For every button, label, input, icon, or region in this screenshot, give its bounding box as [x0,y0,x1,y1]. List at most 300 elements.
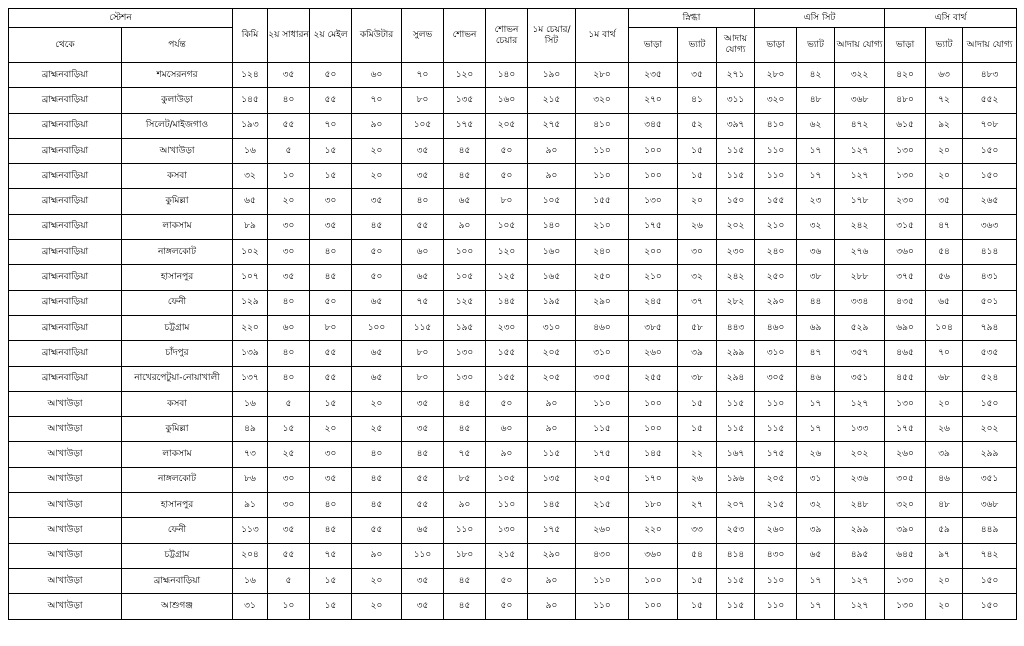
fare-cell: ৪৫ [352,467,402,492]
fare-cell: ৪৫৫ [885,366,926,391]
ac-berth-vat-header: ভ্যাট [926,28,963,63]
fare-cell: ২০৫ [486,113,528,138]
fare-cell: ২৬০ [885,442,926,467]
fare-cell: ২৪২ [717,265,755,290]
fare-cell: ৩১ [797,467,835,492]
fare-cell: ৪৫ [352,214,402,239]
fare-cell: ৪০ [268,341,310,366]
to-station-cell: লাকসাম [122,214,233,239]
fare-cell: ১২৭ [835,594,885,619]
fare-cell: ১০৫ [486,467,528,492]
fare-cell: ২০ [926,568,963,593]
snigdha-fare-header: ভাড়া [629,28,678,63]
fare-cell: ৬০ [268,315,310,340]
from-station-cell: আখাউড়া [9,594,122,619]
fare-cell: ১৯৫ [444,315,486,340]
km-cell: ৩২ [233,164,268,189]
table-row [9,543,1017,568]
fare-cell: ১১০ [576,138,629,163]
fare-cell: ৭৪২ [963,543,1017,568]
fare-cell: ১৩০ [885,391,926,416]
fare-cell: ১১০ [576,164,629,189]
table-row [9,138,1017,163]
fare-cell: ৫৫ [402,214,444,239]
fare-cell: ৫৫ [352,518,402,543]
fare-cell: ৫০ [486,594,528,619]
table-row [9,493,1017,518]
fare-cell: ৬৫ [352,366,402,391]
ac-seat-vat-header: ভ্যাট [797,28,835,63]
fare-cell: ১৪৫ [629,442,678,467]
fare-cell: ৬০ [352,63,402,88]
fare-cell: ৪৫ [402,442,444,467]
fare-cell: ৪০ [402,189,444,214]
fare-cell: ৩০ [268,240,310,265]
fare-cell: ২০ [352,138,402,163]
fare-cell: ১৫ [678,417,717,442]
fare-cell: ৩৮৫ [629,315,678,340]
fare-cell: ১৮০ [629,493,678,518]
fare-cell: ১০০ [629,417,678,442]
to-station-cell: লাকসাম [122,442,233,467]
from-station-cell: আখাউড়া [9,467,122,492]
fare-cell: ২৩ [797,189,835,214]
fare-cell: ১৫০ [963,568,1017,593]
fare-cell: ৩৫ [310,214,352,239]
fare-cell: ৩৫ [402,594,444,619]
fare-cell: ৫০ [352,265,402,290]
fare-cell: ৩১৫ [885,214,926,239]
commuter-header: কমিউটার [352,9,402,63]
fare-cell: ১৫০ [963,164,1017,189]
fare-cell: ২১০ [576,214,629,239]
km-cell: ১৩৯ [233,341,268,366]
fare-cell: ২৫৫ [629,366,678,391]
fare-cell: ৩৫ [268,265,310,290]
fare-cell: ২৪৫ [629,290,678,315]
fare-cell: ৩৪৫ [629,113,678,138]
fare-cell: ৭০ [926,341,963,366]
fare-cell: ৪০ [268,366,310,391]
fare-cell: ৩৯৭ [717,113,755,138]
fare-cell: ১০৫ [528,189,576,214]
fare-cell: ১৭৫ [885,417,926,442]
from-station-cell: ব্রাহ্মনবাড়িয়া [9,164,122,189]
km-cell: ১৬ [233,568,268,593]
fare-cell: ৯০ [444,493,486,518]
fare-cell: ৫৫ [310,366,352,391]
fare-cell: ২০ [926,164,963,189]
fare-cell: ১৪৫ [486,290,528,315]
fare-cell: ৬৩ [926,63,963,88]
fare-cell: ৩২২ [835,63,885,88]
fare-cell: ৩২০ [755,88,797,113]
fare-cell: ২০২ [835,442,885,467]
fare-cell: ২৬০ [576,518,629,543]
fare-cell: ৬৫ [797,543,835,568]
shovon-header: শোভন [444,9,486,63]
snigdha-header: স্নিগ্ধা [629,9,755,28]
fare-cell: ১৩০ [444,366,486,391]
fare-cell: ৪৫ [310,518,352,543]
fare-cell: ৪৫ [352,493,402,518]
fare-cell: ১৩৫ [528,467,576,492]
fare-cell: ৫৫ [310,341,352,366]
fare-cell: ৪৪৩ [717,315,755,340]
table-row [9,417,1017,442]
fare-cell: ২০ [352,164,402,189]
fare-cell: ৩০৫ [576,366,629,391]
fare-cell: ১০ [268,164,310,189]
fare-cell: ৭২ [926,88,963,113]
from-station-cell: ব্রাহ্মনবাড়িয়া [9,138,122,163]
fare-cell: ৩৬০ [885,240,926,265]
table-row [9,88,1017,113]
fare-cell: ৬০ [486,417,528,442]
first-chair-header: ১ম চেয়ার/ সিট [528,9,576,63]
fare-cell: ৩৫ [678,63,717,88]
fare-table [8,8,1017,620]
fare-cell: ১৪০ [486,63,528,88]
fare-cell: ২৯০ [528,543,576,568]
fare-cell: ১৫৫ [755,189,797,214]
fare-cell: ৫৫ [402,493,444,518]
km-cell: ৭৩ [233,442,268,467]
table-row [9,265,1017,290]
fare-cell: ৩৮ [797,265,835,290]
table-row [9,290,1017,315]
station-header: স্টেশন [9,9,233,28]
fare-cell: ৯০ [352,543,402,568]
fare-cell: ১৩০ [885,164,926,189]
fare-cell: ৪৭ [926,214,963,239]
fare-cell: ১৭৫ [444,113,486,138]
fare-cell: ৭০ [310,113,352,138]
fare-cell: ৪০ [268,88,310,113]
from-station-cell: ব্রাহ্মনবাড়িয়া [9,366,122,391]
km-cell: ১৩৭ [233,366,268,391]
fare-cell: ১৭৫ [629,214,678,239]
fare-cell: ১৩০ [885,138,926,163]
fare-cell: ৪৩৫ [885,290,926,315]
snigdha-vat-header: ভ্যাট [678,28,717,63]
to-station-cell: নাখেরপেটুয়া-নোয়াখালী [122,366,233,391]
fare-cell: ৩২ [797,214,835,239]
table-row [9,442,1017,467]
fare-cell: ১৭৫ [755,442,797,467]
fare-cell: ২৫৩ [717,518,755,543]
fare-cell: ২৭০ [629,88,678,113]
fare-cell: ৫০১ [963,290,1017,315]
to-station-cell: ফেনী [122,290,233,315]
fare-cell: ৩৬৮ [835,88,885,113]
fare-cell: ৩৯ [797,518,835,543]
fare-cell: ১৭ [797,138,835,163]
fare-cell: ১১০ [444,518,486,543]
fare-cell: ১৮০ [444,543,486,568]
fare-cell: ২৭৫ [528,113,576,138]
fare-cell: ১২৫ [486,265,528,290]
table-row [9,467,1017,492]
fare-cell: ৪৬৫ [885,341,926,366]
fare-cell: ৩৫১ [835,366,885,391]
fare-cell: ৪০ [310,240,352,265]
fare-cell: ৬৫ [402,518,444,543]
fare-cell: ১৩৩ [835,417,885,442]
km-cell: ১৬ [233,138,268,163]
fare-cell: ৪৩০ [576,543,629,568]
fare-cell: ৬৫ [352,341,402,366]
ac-seat-payable-header: আদায় যোগ্য [835,28,885,63]
from-station-cell: ব্রাহ্মনবাড়িয়া [9,189,122,214]
from-station-cell: আখাউড়া [9,543,122,568]
fare-cell: ৬৮ [926,366,963,391]
fare-cell: ৩০ [310,189,352,214]
fare-cell: ৩৫ [268,518,310,543]
fare-cell: ৫০ [310,290,352,315]
first-berth-header: ১ম বার্থ [576,9,629,63]
fare-cell: ৩০ [268,214,310,239]
fare-cell: ১১০ [755,164,797,189]
fare-cell: ৩৯০ [885,518,926,543]
fare-cell: ১৪৫ [528,493,576,518]
km-cell: ১০৭ [233,265,268,290]
from-station-cell: ব্রাহ্মনবাড়িয়া [9,265,122,290]
fare-cell: ২২০ [629,518,678,543]
table-row [9,366,1017,391]
fare-cell: ১০০ [444,240,486,265]
fare-cell: ১১০ [755,138,797,163]
from-station-cell: ব্রাহ্মনবাড়িয়া [9,88,122,113]
fare-cell: ২০ [352,568,402,593]
fare-cell: ৯০ [528,138,576,163]
from-station-cell: আখাউড়া [9,417,122,442]
fare-cell: ২১৫ [755,493,797,518]
fare-cell: ৪৫ [444,594,486,619]
fare-cell: ১২০ [486,240,528,265]
fare-cell: ৪৩১ [963,265,1017,290]
fare-cell: ৯০ [528,594,576,619]
fare-cell: ৭৫ [310,543,352,568]
fare-cell: ৫ [268,391,310,416]
fare-cell: ২০৫ [755,467,797,492]
fare-cell: ৯০ [528,164,576,189]
fare-cell: ৩০ [310,442,352,467]
fare-cell: ৩৬৮ [963,493,1017,518]
fare-cell: ৫২৯ [835,315,885,340]
fare-cell: ৫৫ [268,543,310,568]
fare-cell: ২০০ [629,240,678,265]
fare-cell: ৮০ [402,88,444,113]
fare-cell: ২৫০ [755,265,797,290]
table-body [9,63,1017,620]
fare-cell: ৬৫ [352,290,402,315]
fare-cell: ৯০ [352,113,402,138]
fare-cell: ৩৯ [926,442,963,467]
fare-cell: ১৫০ [963,138,1017,163]
fare-cell: ১০০ [629,138,678,163]
fare-cell: ১৫ [678,138,717,163]
table-row [9,240,1017,265]
fare-cell: ১৩০ [885,594,926,619]
fare-cell: ২৭১ [717,63,755,88]
fare-cell: ৫০ [310,63,352,88]
fare-cell: ১৫ [678,594,717,619]
fare-cell: ৪৬ [926,467,963,492]
fare-cell: ২৬০ [629,341,678,366]
fare-cell: ৩৫ [402,164,444,189]
fare-cell: ৪৫ [444,391,486,416]
fare-cell: ৯০ [444,214,486,239]
fare-cell: ৮০ [402,341,444,366]
fare-cell: ১২০ [444,63,486,88]
fare-cell: ১৩০ [444,341,486,366]
to-station-cell: চট্টগ্রাম [122,543,233,568]
fare-cell: ১৫ [310,594,352,619]
fare-cell: ৬৪৫ [885,543,926,568]
fare-cell: ১১০ [402,543,444,568]
fare-cell: ১১৫ [717,164,755,189]
fare-cell: ৩১১ [717,88,755,113]
fare-cell: ১৭৫ [576,442,629,467]
to-station-cell: আখাউড়া [122,138,233,163]
fare-cell: ২০ [352,391,402,416]
fare-cell: ১৬৭ [717,442,755,467]
fare-cell: ১১৫ [755,417,797,442]
fare-cell: ৫৮ [678,315,717,340]
table-row [9,214,1017,239]
from-header: থেকে [9,28,122,63]
fare-cell: ৩২০ [576,88,629,113]
fare-cell: ২৮২ [717,290,755,315]
fare-cell: ৫২ [678,113,717,138]
fare-cell: ৩৫ [402,417,444,442]
fare-cell: ৪৯৫ [835,543,885,568]
fare-cell: ২৬৫ [963,189,1017,214]
fare-cell: ৩৩ [678,518,717,543]
to-station-cell: কুলাউড়া [122,88,233,113]
fare-cell: ৪৬ [797,366,835,391]
fare-cell: ৬৫ [402,265,444,290]
fare-cell: ২০২ [963,417,1017,442]
fare-cell: ২৯০ [576,290,629,315]
fare-cell: ৩৫ [402,391,444,416]
fare-cell: ৩০ [268,467,310,492]
fare-cell: ৩৫১ [963,467,1017,492]
fare-cell: ২৭৬ [835,240,885,265]
fare-cell: ২১৫ [486,543,528,568]
fare-cell: ১১০ [755,594,797,619]
to-station-cell: কুমিল্লা [122,417,233,442]
fare-cell: ৫৫ [402,467,444,492]
fare-cell: ১০০ [629,391,678,416]
fare-cell: ৪৭২ [835,113,885,138]
fare-cell: ১৫০ [717,189,755,214]
fare-cell: ২৮৮ [835,265,885,290]
km-cell: ২২০ [233,315,268,340]
fare-cell: ১৭ [797,568,835,593]
fare-cell: ২৩০ [486,315,528,340]
fare-cell: ৭৫ [444,442,486,467]
fare-cell: ২০২ [717,214,755,239]
fare-cell: ৫০ [486,391,528,416]
fare-cell: ৫৫ [310,88,352,113]
fare-cell: ৫০ [486,138,528,163]
km-cell: ১২৯ [233,290,268,315]
fare-cell: ৩৩৪ [835,290,885,315]
fare-cell: ২১৫ [576,493,629,518]
fare-cell: ২৯৯ [835,518,885,543]
fare-cell: ৩৭ [678,290,717,315]
fare-cell: ৫৩৫ [963,341,1017,366]
fare-cell: ৩৫ [352,189,402,214]
second-ordinary-header: ২য় সাধারন [268,9,310,63]
fare-cell: ১৫ [678,164,717,189]
fare-cell: ৩৮ [678,366,717,391]
to-station-cell: শমসেরনগর [122,63,233,88]
fare-cell: ২০ [926,391,963,416]
km-cell: ১৯৩ [233,113,268,138]
fare-cell: ১১০ [486,493,528,518]
fare-cell: ৪১৪ [963,240,1017,265]
from-station-cell: আখাউড়া [9,493,122,518]
fare-cell: ১৫৫ [486,366,528,391]
fare-cell: ৪৮০ [885,88,926,113]
fare-cell: ২০ [268,189,310,214]
fare-cell: ১৬০ [486,88,528,113]
from-station-cell: আখাউড়া [9,442,122,467]
fare-cell: ১০৫ [486,214,528,239]
to-station-cell: ব্রাহ্মনবাড়িয়া [122,568,233,593]
to-station-cell: চাঁদপুর [122,341,233,366]
fare-cell: ২০৫ [528,341,576,366]
fare-cell: ৮০ [310,315,352,340]
fare-cell: ৫৬ [926,265,963,290]
fare-cell: ১৩০ [486,518,528,543]
fare-cell: ১৭০ [629,467,678,492]
km-header: কিমি [233,9,268,63]
from-station-cell: আখাউড়া [9,391,122,416]
fare-cell: ৩০৫ [885,467,926,492]
fare-cell: ২৬ [678,467,717,492]
km-cell: ১০২ [233,240,268,265]
km-cell: ৩১ [233,594,268,619]
fare-cell: ৭৯৪ [963,315,1017,340]
fare-cell: ৫৫২ [963,88,1017,113]
snigdha-payable-header: আদায় যোগ্য [717,28,755,63]
fare-cell: ৩৬ [797,240,835,265]
fare-cell: ১২৭ [835,391,885,416]
km-cell: ১৪৫ [233,88,268,113]
fare-cell: ১৫৫ [576,189,629,214]
from-station-cell: ব্রাহ্মনবাড়িয়া [9,315,122,340]
fare-cell: ৪১৪ [717,543,755,568]
fare-cell: ৩২০ [885,493,926,518]
fare-cell: ১৭৫ [528,518,576,543]
fare-cell: ৩৫ [926,189,963,214]
fare-cell: ২৩০ [885,189,926,214]
table-row [9,341,1017,366]
fare-cell: ২৪৮ [835,493,885,518]
fare-cell: ১২৫ [444,290,486,315]
fare-cell: ১০৫ [402,113,444,138]
km-cell: ২০৪ [233,543,268,568]
from-station-cell: ব্রাহ্মনবাড়িয়া [9,341,122,366]
fare-table-container [8,8,1016,620]
fare-cell: ৪২০ [885,63,926,88]
fare-cell: ৪৫ [310,265,352,290]
fare-cell: ৯৭ [926,543,963,568]
